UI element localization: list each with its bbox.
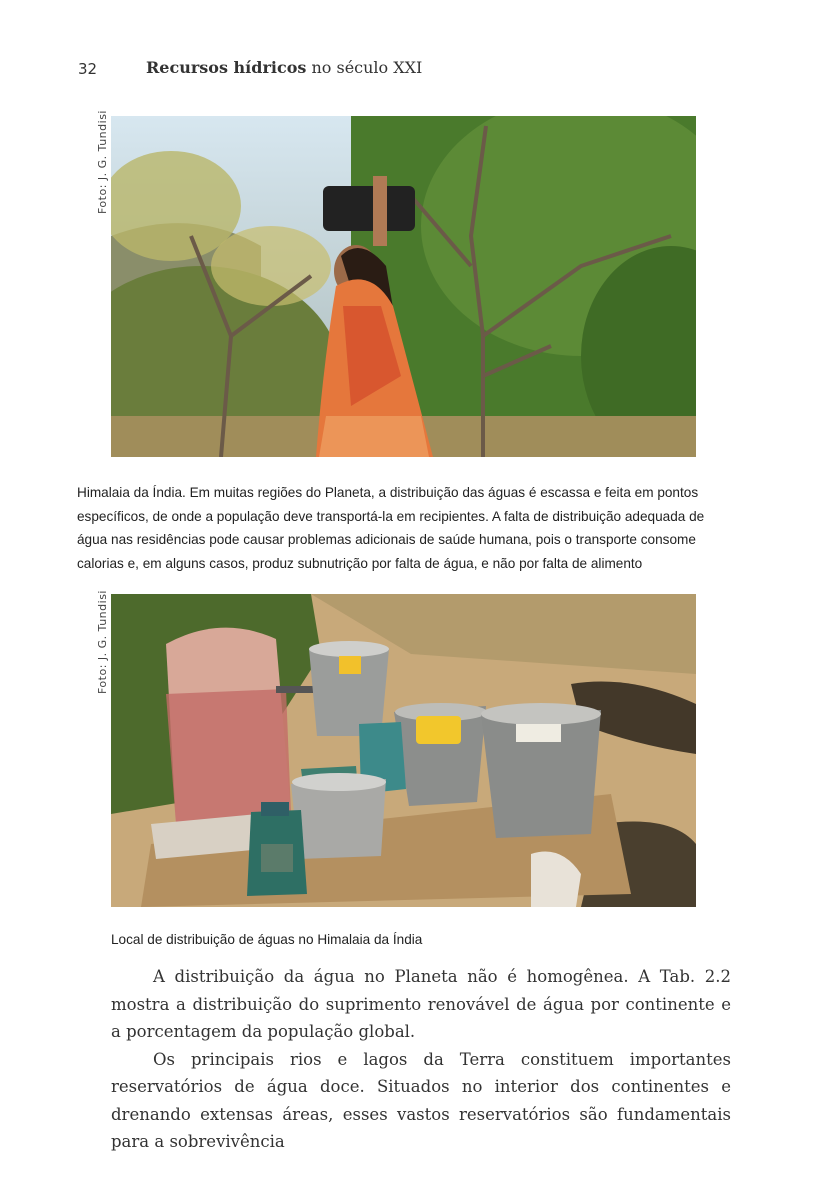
page-number: 32: [78, 60, 98, 78]
figure-caption: Local de distribuição de águas no Himalaia da Índia: [111, 932, 423, 947]
photo-woman-carrying-pot: [111, 116, 696, 457]
paragraph: A distribuição da água no Planeta não é homogênea. A Tab. 2.2 mostra a distribuição do suprimento renovável de água por continente e a porcentagem da população global.: [111, 967, 731, 1041]
photo-water-distribution-point: [111, 594, 696, 907]
paragraph: Os principais rios e lagos da Terra constituem importantes reservatórios de água doce. Situados no interior dos continentes e drenando extensas áreas, esses vastos reservatórios são fundamentais para a sobrevivência: [111, 1049, 731, 1151]
running-title-bold: Recursos hídricos: [146, 58, 307, 77]
figure-caption: Himalaia da Índia. Em muitas regiões do Planeta, a distribuição das águas é escassa e feita em pontos específicos, de onde a população deve transportá-la em recipientes. A falta de distribuição adequada de água nas residências pode causar problemas adicionais de saúde humana, pois o transporte consome calorias e, em alguns casos, produz subnutrição por falta de água, e não por falta de alimento: [77, 485, 705, 571]
running-title-rest: no século XXI: [306, 58, 423, 77]
running-title: [146, 58, 422, 77]
running-header: [78, 58, 738, 84]
body-text: [111, 963, 731, 1156]
photo-credit: Foto: J. G. Tundisi: [96, 110, 109, 214]
photo-credit: Foto: J. G. Tundisi: [96, 590, 109, 694]
